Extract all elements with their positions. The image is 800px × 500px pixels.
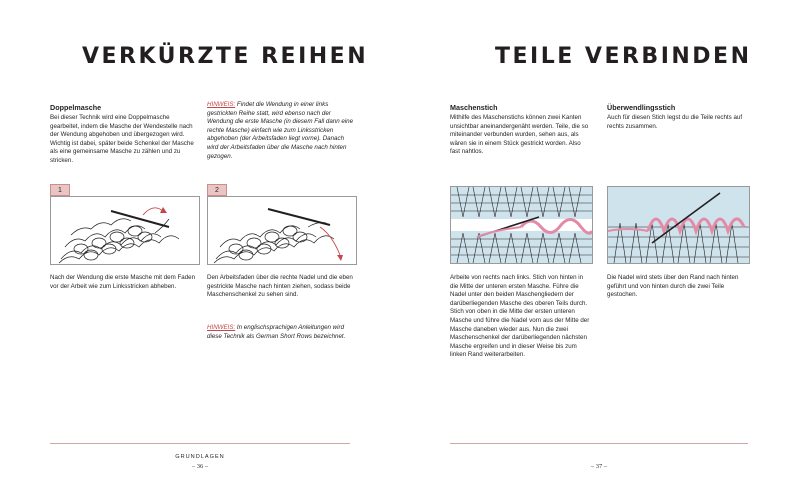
step-2-caption: Den Arbeitsfaden über die rechte Nadel und die eben gestrickte Masche nach hinten ziehen, sodass beide Maschenschenkel zu sehen sind. [207, 274, 353, 299]
section-heading-ueberwendlingsstich: Überwendlingsstich [607, 103, 676, 112]
right-footer-rule [450, 443, 748, 444]
hint-label: HINWEIS: [207, 101, 236, 108]
maschenstich-illustration [450, 186, 593, 264]
left-page-number: – 36 – [191, 463, 209, 470]
step-1-caption: Nach der Wendung die erste Masche mit dem Faden vor der Arbeit wie zum Linksstricken abheben. [50, 274, 196, 290]
step-1-illustration [50, 196, 200, 265]
section-heading-doppelmasche: Doppelmasche [50, 103, 102, 112]
section-heading-maschenstich: Maschenstich [450, 103, 498, 112]
step-2-illustration [207, 196, 357, 265]
footer-label: GRUNDLAGEN [175, 454, 225, 460]
maschenstich-caption: Arbeite von rechts nach links. Stich von hinten in die Mitte der unteren ersten Masche. Führe die Nadel unter den beiden Maschengliedern der darüberliegenden Masche des oberen Teils durch. Stich von oben in die Mitte der ersten unteren Masche und führe die Nadel vorn aus der Mitte der Masche daneben wieder aus. Nun die zwei Maschenschenkel der darüberliegenden nächsten Masche ergreifen und in dieser Weise bis zum linken Rand weiterarbeiten. [450, 274, 590, 359]
left-page-title: VERKÜRZTE REIHEN [82, 44, 369, 69]
hint-text: In englischsprachigen Anleitungen wird diese Technik als German Short Rows bezeichnet. [207, 324, 346, 340]
maschenstich-intro: Mithilfe des Maschenstichs können zwei Kanten unsichtbar aneinandergenäht werden. Teile, die so miteinander verbunden wurden, sehen aus, als wären sie in einem Stück gestrickt worden. Also fast nahtlos. [450, 114, 589, 156]
hint-note-2 [207, 324, 355, 341]
right-page-number: – 37 – [590, 463, 608, 470]
doppelmasche-intro: Bei dieser Technik wird eine Doppelmasche gearbeitet, indem die Masche der Wendestelle nach der Wendung abgehoben und übergezogen wird. Wichtig ist dabei, später beide Schenkel der Masche als eine gemeinsame Masche zu zählen und zu stricken. [50, 114, 194, 164]
step-1-number: 1 [50, 184, 70, 196]
hint-text: Findet die Wendung in einer links gestrickten Reihe statt, wird ebenso nach der Wendung die erste Masche (in diesem Fall dann eine rechte Masche) einfach wie zum Linksstricken abgehoben (der Arbeitsfaden liegt vorne). Danach wird der Arbeitsfaden über die Masche nach hinten gezogen. [207, 101, 354, 160]
step-2-number: 2 [207, 184, 227, 196]
ueberwendlingsstich-intro: Auch für diesen Stich legst du die Teile rechts auf rechts zusammen. [607, 114, 743, 130]
ueberwendlingsstich-illustration [607, 186, 750, 264]
hint-note-1 [207, 101, 355, 161]
right-page-title: TEILE VERBINDEN [495, 44, 752, 69]
hint-label: HINWEIS: [207, 324, 236, 331]
ueberwendlingsstich-caption: Die Nadel wird stets über den Rand nach hinten geführt und von hinten durch die zwei Teile gestochen. [607, 274, 739, 299]
left-footer-rule [50, 443, 350, 444]
